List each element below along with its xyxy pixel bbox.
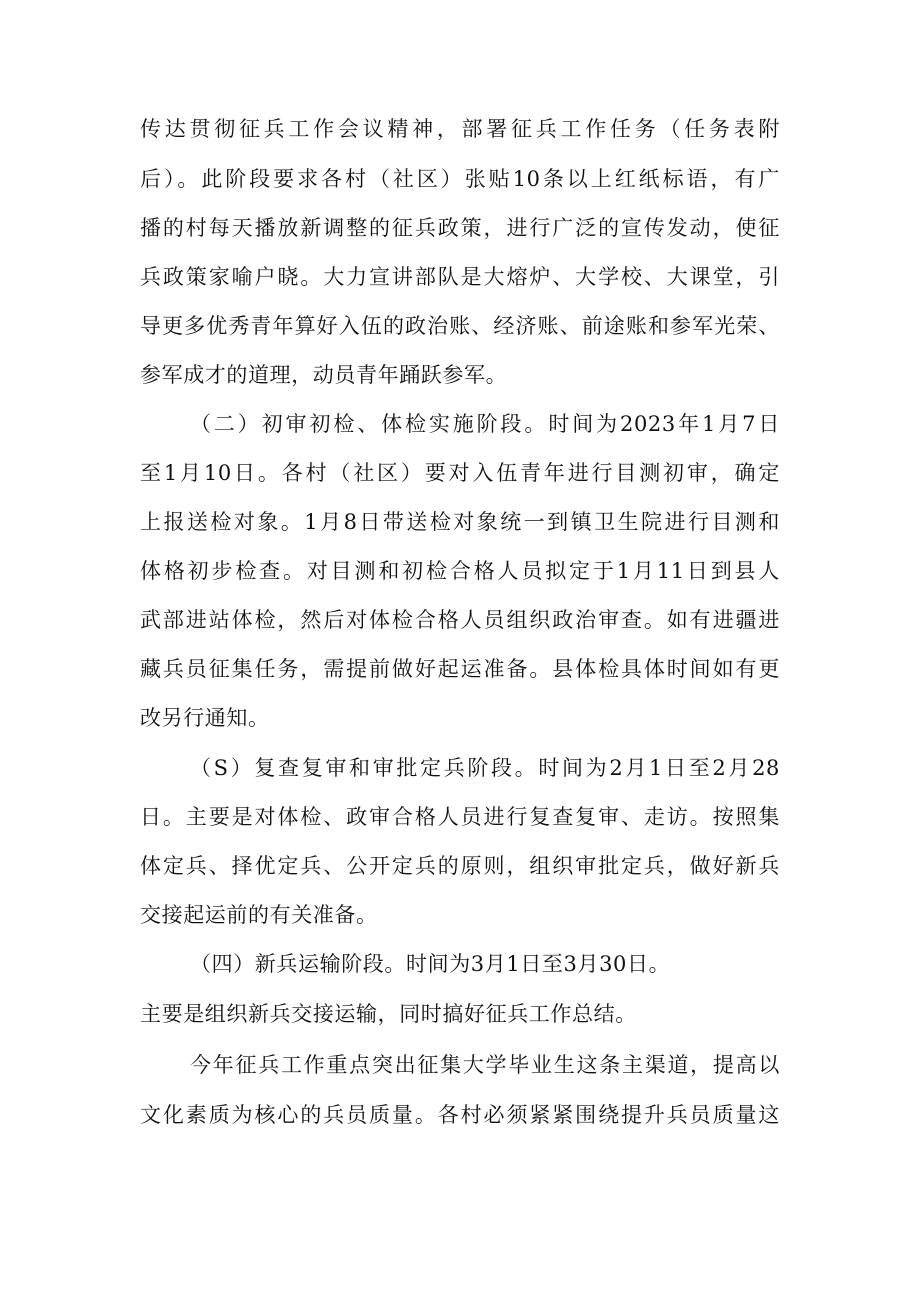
text-line: 日。主要是对体检、政审合格人员进行复查复审、走访。按照集 (140, 805, 780, 829)
text-line: 播的村每天播放新调整的征兵政策，进行广泛的宣传发动，使征 (140, 216, 780, 240)
text-line: 上报送检对象。1月8日带送检对象统一到镇卫生院进行目测和 (140, 510, 780, 534)
text-line: 交接起运前的有关准备。 (140, 903, 378, 927)
text-line: 藏兵员征集任务，需提前做好起运准备。县体检具体时间如有更 (140, 657, 780, 681)
paragraph-start-line: 今年征兵工作重点突出征集大学毕业生这条主渠道，提高以 (190, 1053, 780, 1077)
text-line: 武部进站体检，然后对体检合格人员组织政治审查。如有进疆进 (140, 608, 780, 632)
text-line: 兵政策家喻户晓。大力宣讲部队是大熔炉、大学校、大课堂，引 (140, 265, 780, 289)
paragraph-start-line: （二）初审初检、体检实施阶段。时间为2023年1月7日 (190, 412, 780, 436)
text-line: 文化素质为核心的兵员质量。各村必须紧紧围绕提升兵员质量这 (140, 1103, 780, 1127)
text-line: 主要是组织新兵交接运输，同时搞好征兵工作总结。 (140, 1002, 637, 1026)
text-line: 参军成才的道理，动员青年踊跃参军。 (140, 363, 508, 387)
text-line: 后）。此阶段要求各村（社区）张贴10条以上红纸标语，有广 (140, 167, 780, 191)
text-line: 导更多优秀青年算好入伍的政治账、经济账、前途账和参军光荣、 (140, 314, 780, 338)
text-line: 体格初步检查。对目测和初检合格人员拟定于1月11日到县人 (140, 559, 780, 583)
paragraph-start-line: （四）新兵运输阶段。时间为3月1日至3月30日。 (190, 952, 671, 976)
text-line: 改另行通知。 (140, 706, 270, 730)
text-line: 至1月10日。各村（社区）要对入伍青年进行目测初审，确定 (140, 461, 780, 485)
paragraph-start-line: （S）复查复审和审批定兵阶段。时间为2月1日至2月28 (190, 756, 780, 780)
text-line: 体定兵、择优定兵、公开定兵的原则，组织审批定兵，做好新兵 (140, 854, 780, 878)
text-line: 传达贯彻征兵工作会议精神，部署征兵工作任务（任务表附 (140, 117, 780, 141)
